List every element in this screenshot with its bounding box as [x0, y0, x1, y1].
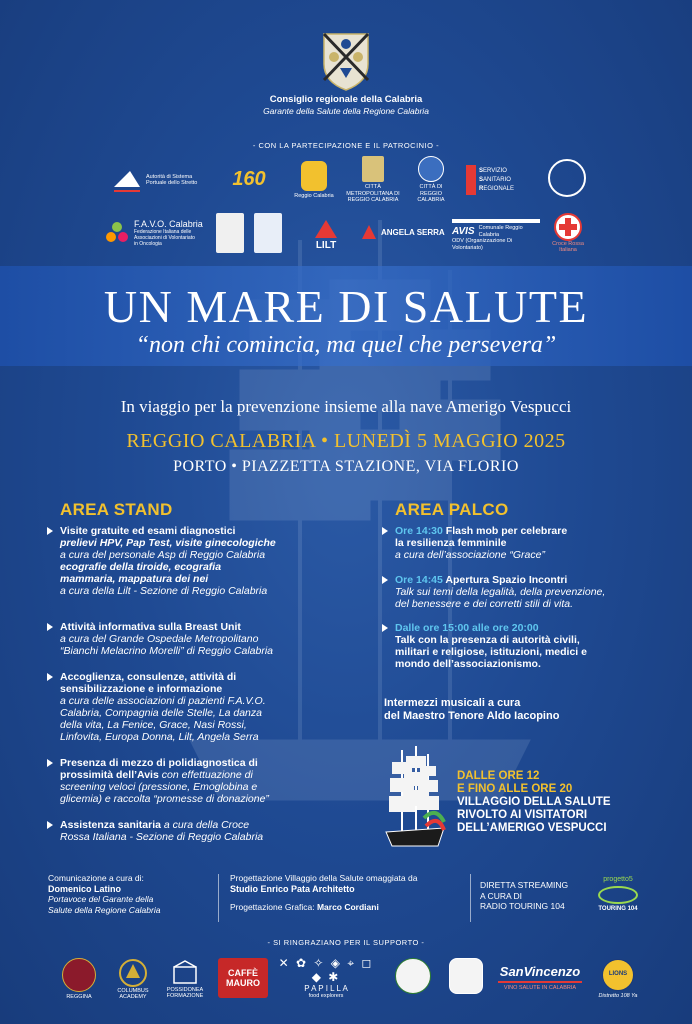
lilt-logo: LILT — [296, 212, 356, 256]
partners-heading: - CON LA PARTECIPAZIONE E IL PATROCINIO - — [252, 141, 440, 150]
lions-logo: LIONS Distretto 108 Ya — [594, 954, 642, 1004]
europa-donna-logo — [214, 212, 246, 256]
sponsor-crest-icon — [449, 958, 483, 994]
bullet-triangle-icon — [47, 527, 53, 535]
bullet-triangle-icon — [382, 624, 388, 632]
red-cross-icon — [554, 213, 582, 241]
columbus-logo: COLUMBUS ACADEMY — [110, 954, 156, 1004]
sanvincenzo-logo: SanVincenzo VINO SALUTE IN CALABRIA — [499, 964, 581, 992]
sponsor-seal-logo — [392, 954, 434, 1000]
favo-logo: F.A.V.O. Calabria Federazione Italiana delle Associazioni di Volontariato in Oncologia — [104, 214, 210, 252]
stand-item-breast-unit: Attività informativa sulla Breast Unit a cura del Grande Ospedale Metropolitano “Bianchi Melacrino Morelli” di Reggio Calabria — [60, 621, 350, 657]
event-subtitle: “non chi comincia, ma quel che persevera” — [135, 332, 557, 358]
angela-serra-logo: ANGELA SERRA — [360, 214, 448, 250]
palco-item-incontri: Ore 14:45 Apertura Spazio Incontri Talk sui temi della legalità, della prevenzione, del benessere e dei corretti stili di vita. — [395, 574, 655, 610]
ssr-logo: SERVIZIO SANITARIO REGIONALE — [466, 158, 532, 202]
compagnia-stelle-logo — [252, 212, 284, 256]
footer-communication: Comunicazione a cura di: Domenico Latino Portavoce del Garante della Salute della Regione Calabria — [48, 873, 161, 915]
favo-icon — [104, 220, 130, 246]
columbus-icon — [118, 958, 148, 988]
amerigo-vespucci-ship-icon — [384, 742, 446, 854]
sponsor-crest-logo — [446, 954, 486, 1000]
adsp-icon — [112, 167, 142, 193]
footer-streaming: DIRETTA STREAMING A CURA DI RADIO TOURING 104 — [480, 880, 569, 911]
capitaneria-logo: Reggio Calabria — [292, 156, 336, 204]
music-note: Intermezzi musicali a cura del Maestro Tenore Aldo Iacopino — [384, 697, 560, 722]
citta-reggio-logo: CITTÀ DI REGGIO CALABRIA — [408, 156, 454, 204]
area-palco-title: AREA PALCO — [395, 500, 509, 519]
regione-calabria-crest-icon — [320, 30, 372, 92]
event-place: PORTO • PIAZZETTA STAZIONE, VIA FLORIO — [173, 458, 519, 475]
city-seal-icon — [418, 156, 444, 182]
croce-rossa-logo: Croce Rossa Italiana — [544, 208, 592, 258]
event-title: UN MARE DI SALUTE — [103, 281, 589, 332]
villaggio-box: DALLE ORE 12 E FINO ALLE ORE 20 VILLAGGIO DELLA SALUTE RIVOLTO AI VISITATORI DELL’AMERIGO VESPUCCI — [457, 770, 611, 834]
garante-name: Garante della Salute della Regione Calabria — [263, 106, 429, 116]
papilla-icons: ✕ ✿ ✧ ◈ ⌖ ◻ ◆ ✱ — [278, 956, 374, 985]
footer-project: Progettazione Villaggio della Salute omaggiata da Studio Enrico Pata Architetto Progettazione Grafica: Marco Cordiani — [230, 873, 418, 912]
avis-logo: AVIS Comunale Reggio Calabria ODV (Organizzazione Di Volontariato) — [452, 218, 542, 252]
touring-icon — [598, 886, 638, 904]
bullet-triangle-icon — [47, 673, 53, 681]
university-logo — [544, 156, 590, 202]
footer-divider — [470, 874, 471, 922]
anchor-icon — [301, 161, 327, 191]
caffe-mauro-logo: CAFFÈ MAURO — [218, 958, 268, 998]
event-city-date: REGGIO CALABRIA • LUNEDÌ 5 MAGGIO 2025 — [126, 430, 566, 452]
footer-divider — [218, 874, 219, 922]
university-seal-icon — [548, 159, 586, 197]
stand-item-accoglienza: Accoglienza, consulenze, attività di sensibilizzazione e informazione a cura delle associazioni di pazienti F.A.V.O. Calabria, Compagnia delle Stelle, La danza della vita, La Fenice, Grace, Nasi Rossi, Linfovita, Europa Donna, Lilt, Angela Serra — [60, 671, 350, 743]
lions-emblem-icon: LIONS — [602, 959, 634, 991]
palco-item-talk: Dalle ore 15:00 alle ore 20:00 Talk con la presenza di autorità civili, militari e religiose, istituzioni, medici e mondo dell’associazionismo. — [395, 622, 655, 670]
event-tagline: In viaggio per la prevenzione insieme alla nave Amerigo Vespucci — [120, 397, 572, 416]
stand-item-assistenza: Assistenza sanitaria a cura della Croce Rossa Italiana - Sezione di Reggio Calabria — [60, 819, 350, 843]
citta-metropolitana-logo: CITTÀ METROPOLITANA DI REGGIO CALABRIA — [346, 156, 400, 204]
stand-item-visite: Visite gratuite ed esami diagnostici prelievi HPV, Pap Test, visite ginecologiche a cura del personale Asp di Reggio Calabria ecografie della tiroide, ecografia mammaria, mappatura dei nei a cura della Lilt - Sezione di Reggio Calabria — [60, 525, 350, 597]
ssr-icon — [466, 165, 476, 195]
anniversary-logo: 160 — [232, 168, 266, 190]
angela-serra-icon — [360, 223, 378, 241]
council-name: Consiglio regionale della Calabria — [269, 94, 423, 105]
stand-item-avis: Presenza di mezzo di polidiagnostica di prossimità dell’Avis con effettuazione di screening veloci (pressione, Emoglobina e glicemia) e raccolta “promesse di donazione” — [60, 757, 350, 805]
bullet-triangle-icon — [47, 623, 53, 631]
bullet-triangle-icon — [47, 821, 53, 829]
compagnia-stelle-icon — [254, 213, 282, 253]
radio-touring-logo: progetto5 TOURING 104 — [598, 875, 638, 912]
reggina-logo: REGGINA — [58, 956, 100, 1002]
bullet-triangle-icon — [47, 759, 53, 767]
coat-of-arms-icon — [362, 156, 384, 182]
adsp-logo: Autorità di Sistema Portuale dello Stretto — [112, 160, 212, 200]
area-stand-title: AREA STAND — [60, 500, 173, 519]
sponsor-seal-icon — [395, 958, 431, 994]
bullet-triangle-icon — [382, 527, 388, 535]
reggina-crest-icon — [62, 958, 96, 992]
bullet-triangle-icon — [382, 576, 388, 584]
papilla-logo: ✕ ✿ ✧ ◈ ⌖ ◻ ◆ ✱ P A P I L L A food explorers — [276, 958, 376, 998]
europa-donna-icon — [216, 213, 244, 253]
possidonea-icon — [170, 959, 200, 987]
sponsors-heading: - SI RINGRAZIANO PER IL SUPPORTO - — [267, 938, 425, 947]
palco-item-flashmob: Ore 14:30 Flash mob per celebrare la resilienza femminile a cura dell’associazione “Grace” — [395, 525, 635, 561]
possidonea-logo: POSSIDONEA FORMAZIONE — [160, 954, 210, 1004]
lilt-icon — [311, 218, 341, 240]
